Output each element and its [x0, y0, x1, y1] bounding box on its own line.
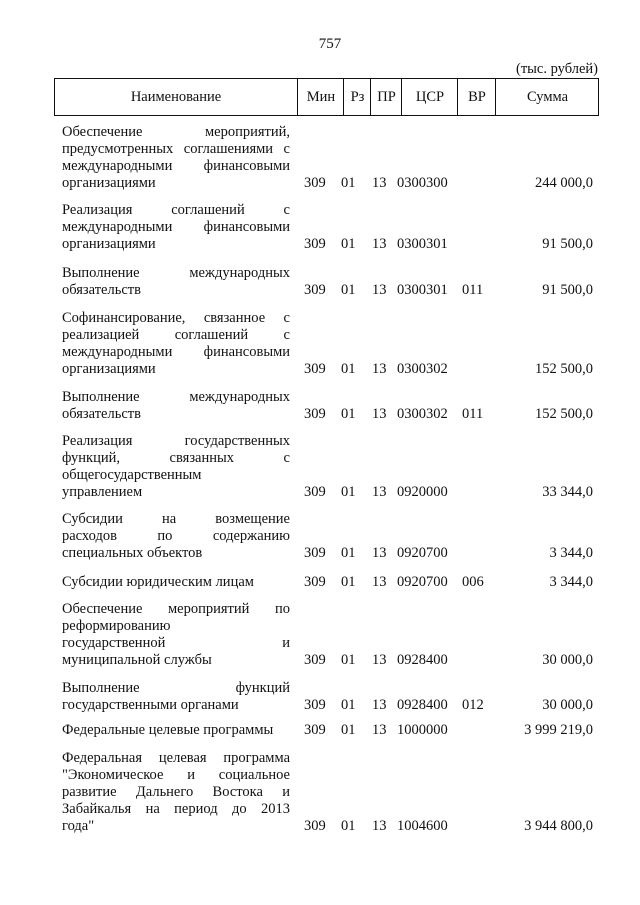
row-name-line: реализацией соглашений с — [62, 327, 290, 343]
row-name-line: международными финансовыми — [62, 344, 290, 360]
row-name-line: Выполнение международных — [62, 389, 290, 405]
row-name-line: Обеспечение мероприятий по — [62, 601, 290, 617]
row-name — [62, 574, 290, 591]
cell-min: 309 — [304, 818, 326, 834]
cell-sum: 91 500,0 — [542, 282, 593, 298]
row-name — [62, 722, 290, 739]
column-header-sum: Сумма — [495, 79, 599, 115]
row-name-line: Федеральная целевая программа — [62, 750, 290, 766]
column-header-rz: Рз — [343, 79, 371, 115]
cell-csr: 1000000 — [397, 722, 448, 738]
cell-sum: 30 000,0 — [542, 697, 593, 713]
cell-min: 309 — [304, 236, 326, 252]
row-name-line: Реализация государственных — [62, 433, 290, 449]
cell-sum: 152 500,0 — [535, 361, 593, 377]
cell-sum: 30 000,0 — [542, 652, 593, 668]
column-header-min: Мин — [297, 79, 344, 115]
cell-csr: 0928400 — [397, 697, 448, 713]
row-name-line: Федеральные целевые программы — [62, 722, 274, 738]
row-name-line: Софинансирование, связанное с — [62, 310, 290, 326]
column-header-csr: ЦСР — [401, 79, 458, 115]
cell-csr: 0300301 — [397, 236, 448, 252]
cell-min: 309 — [304, 484, 326, 500]
cell-pr: 13 — [372, 818, 387, 834]
table-row — [54, 124, 599, 192]
row-name-line: международными финансовыми — [62, 219, 290, 235]
cell-sum: 3 344,0 — [549, 545, 593, 561]
table-row — [54, 265, 599, 299]
cell-rz: 01 — [341, 574, 356, 590]
table-row — [54, 433, 599, 501]
cell-pr: 13 — [372, 722, 387, 738]
table-row — [54, 601, 599, 669]
row-name-line: специальных объектов — [62, 545, 203, 561]
cell-min: 309 — [304, 282, 326, 298]
cell-sum: 244 000,0 — [535, 175, 593, 191]
cell-min: 309 — [304, 545, 326, 561]
cell-pr: 13 — [372, 406, 387, 422]
cell-min: 309 — [304, 697, 326, 713]
row-name-line: Обеспечение мероприятий, — [62, 124, 290, 140]
cell-pr: 13 — [372, 175, 387, 191]
units-label: (тыс. рублей) — [516, 61, 598, 77]
row-name — [62, 389, 290, 423]
cell-min: 309 — [304, 361, 326, 377]
table-row — [54, 389, 599, 423]
cell-pr: 13 — [372, 361, 387, 377]
cell-sum: 152 500,0 — [535, 406, 593, 422]
table-row — [54, 750, 599, 835]
cell-sum: 33 344,0 — [542, 484, 593, 500]
cell-min: 309 — [304, 722, 326, 738]
row-name — [62, 601, 290, 669]
cell-rz: 01 — [341, 697, 356, 713]
row-name-line: Выполнение функций — [62, 680, 290, 696]
row-name-line: расходов по содержанию — [62, 528, 290, 544]
cell-csr: 0920000 — [397, 484, 448, 500]
row-name-line: муниципальной службы — [62, 652, 212, 668]
cell-vr: 011 — [462, 282, 484, 298]
row-name-line: государственной и — [62, 635, 290, 651]
cell-pr: 13 — [372, 697, 387, 713]
row-name — [62, 310, 290, 378]
row-name-line: общегосударственным — [62, 467, 202, 483]
cell-min: 309 — [304, 574, 326, 590]
row-name-line: обязательств — [62, 406, 141, 422]
cell-rz: 01 — [341, 406, 356, 422]
row-name-line: организациями — [62, 361, 156, 377]
row-name — [62, 680, 290, 714]
row-name — [62, 433, 290, 501]
cell-min: 309 — [304, 406, 326, 422]
table-row — [54, 310, 599, 378]
column-header-name: Наименование — [130, 89, 222, 105]
cell-min: 309 — [304, 175, 326, 191]
row-name-line: организациями — [62, 236, 156, 252]
row-name-line: обязательств — [62, 282, 141, 298]
cell-pr: 13 — [372, 545, 387, 561]
row-name-line: Субсидии на возмещение — [62, 511, 290, 527]
cell-csr: 0300300 — [397, 175, 448, 191]
cell-sum: 3 344,0 — [549, 574, 593, 590]
cell-rz: 01 — [341, 818, 356, 834]
cell-min: 309 — [304, 652, 326, 668]
cell-rz: 01 — [341, 175, 356, 191]
cell-pr: 13 — [372, 484, 387, 500]
table-header — [54, 78, 599, 116]
cell-sum: 91 500,0 — [542, 236, 593, 252]
cell-csr: 0300301 — [397, 282, 448, 298]
row-name-line: Выполнение международных — [62, 265, 290, 281]
cell-rz: 01 — [341, 484, 356, 500]
cell-rz: 01 — [341, 361, 356, 377]
cell-csr: 0928400 — [397, 652, 448, 668]
row-name — [62, 124, 290, 192]
row-name-line: функций, связанных с — [62, 450, 290, 466]
cell-pr: 13 — [372, 236, 387, 252]
cell-sum: 3 944 800,0 — [524, 818, 593, 834]
page-number: 757 — [318, 36, 342, 52]
row-name-line: реформированию — [62, 618, 171, 634]
cell-vr: 011 — [462, 406, 484, 422]
cell-pr: 13 — [372, 574, 387, 590]
cell-vr: 012 — [462, 697, 484, 713]
cell-csr: 0300302 — [397, 406, 448, 422]
cell-vr: 006 — [462, 574, 484, 590]
cell-csr: 0920700 — [397, 574, 448, 590]
cell-sum: 3 999 219,0 — [524, 722, 593, 738]
row-name-line: организациями — [62, 175, 156, 191]
cell-csr: 0300302 — [397, 361, 448, 377]
row-name-line: года" — [62, 818, 95, 834]
table-row — [54, 511, 599, 562]
cell-pr: 13 — [372, 282, 387, 298]
row-name-line: Забайкалья на период до 2013 — [62, 801, 290, 817]
cell-rz: 01 — [341, 236, 356, 252]
cell-rz: 01 — [341, 652, 356, 668]
table-row — [54, 574, 599, 591]
cell-rz: 01 — [341, 282, 356, 298]
cell-csr: 0920700 — [397, 545, 448, 561]
row-name-line: международными финансовыми — [62, 158, 290, 174]
row-name — [62, 202, 290, 253]
cell-pr: 13 — [372, 652, 387, 668]
row-name-line: Субсидии юридическим лицам — [62, 574, 254, 590]
row-name-line: предусмотренных соглашениями с — [62, 141, 290, 157]
row-name-line: развитие Дальнего Востока и — [62, 784, 290, 800]
cell-rz: 01 — [341, 722, 356, 738]
table-row — [54, 202, 599, 253]
cell-csr: 1004600 — [397, 818, 448, 834]
column-header-vr: ВР — [457, 79, 496, 115]
row-name — [62, 750, 290, 835]
row-name-line: управлением — [62, 484, 143, 500]
table-row — [54, 680, 599, 714]
row-name — [62, 511, 290, 562]
row-name — [62, 265, 290, 299]
row-name-line: государственными органами — [62, 697, 239, 713]
cell-rz: 01 — [341, 545, 356, 561]
column-header-pr: ПР — [370, 79, 402, 115]
row-name-line: Реализация соглашений с — [62, 202, 290, 218]
table-row — [54, 722, 599, 739]
row-name-line: "Экономическое и социальное — [62, 767, 290, 783]
